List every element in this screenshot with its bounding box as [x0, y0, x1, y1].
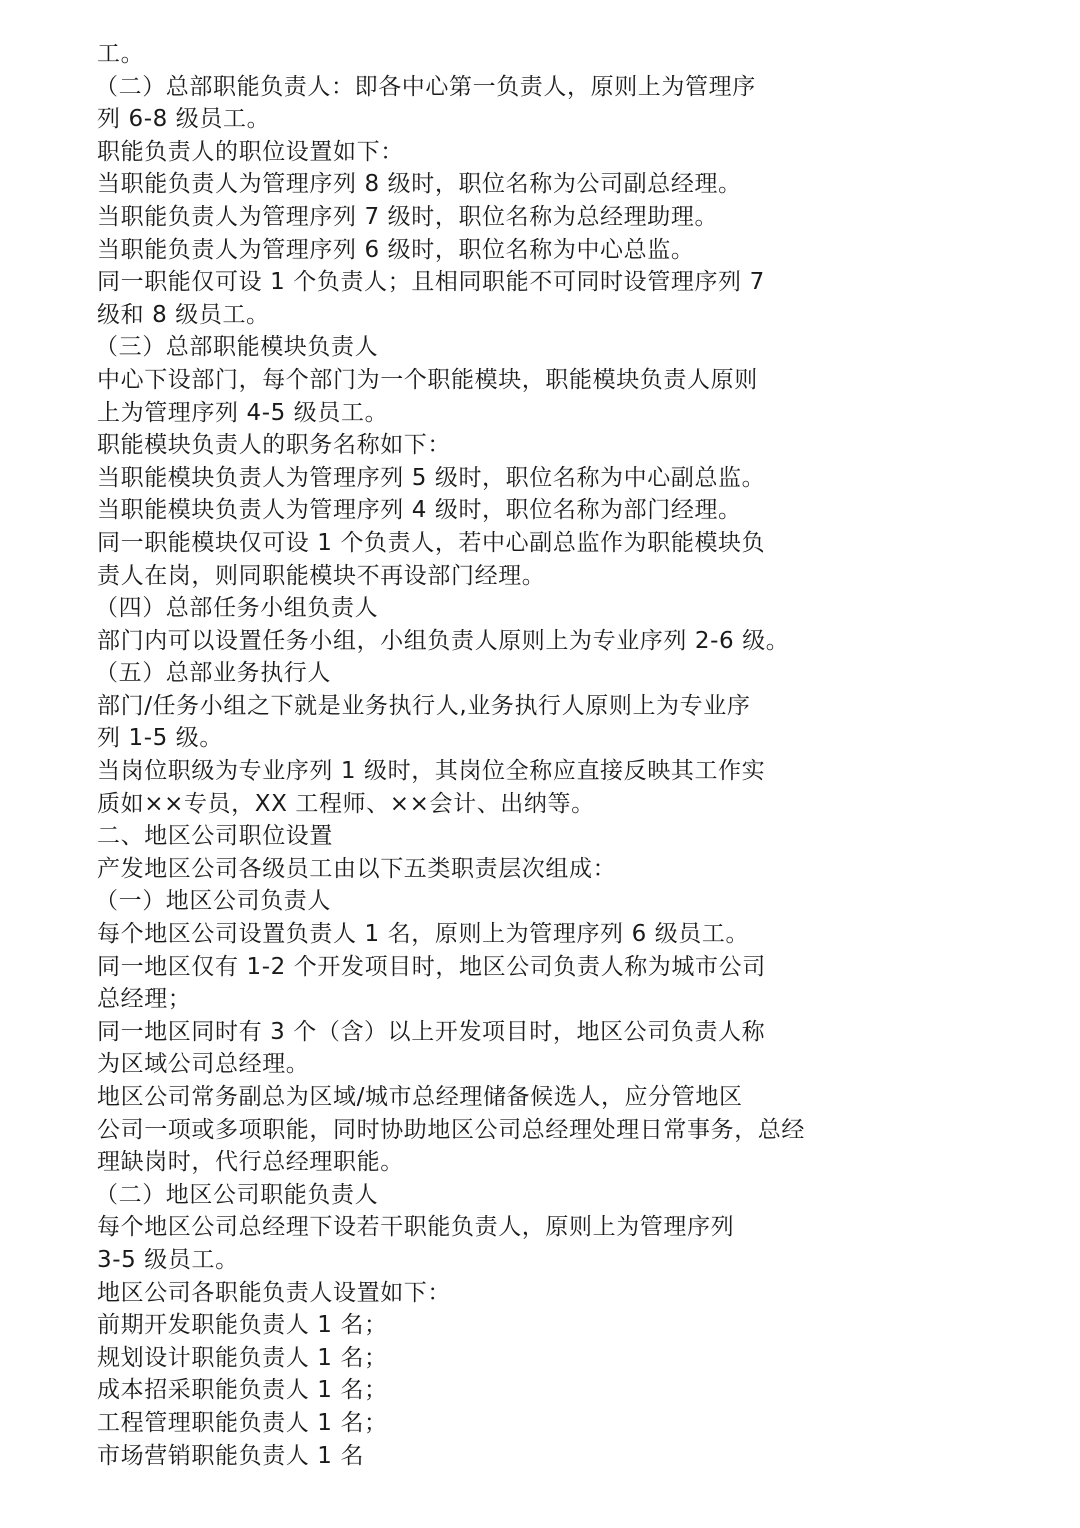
- text-line: 3-5 级员工。: [97, 1246, 239, 1273]
- text-line: 同一职能仅可设 1 个负责人；且相同职能不可同时设管理序列 7: [97, 269, 765, 296]
- text-line: （五）总部业务执行人: [95, 660, 331, 687]
- text-line: 同一地区仅有 1-2 个开发项目时，地区公司负责人称为城市公司: [97, 953, 766, 980]
- text-line: 总经理；: [97, 986, 192, 1013]
- text-line: 同一地区同时有 3 个（含）以上开发项目时，地区公司负责人称: [97, 1018, 766, 1045]
- text-line: 每个地区公司设置负责人 1 名，原则上为管理序列 6 级员工。: [97, 921, 750, 948]
- text-line: 理缺岗时，代行总经理职能。: [97, 1149, 404, 1176]
- text-line: 列 1-5 级。: [97, 725, 223, 752]
- text-line: 部门内可以设置任务小组，小组负责人原则上为专业序列 2-6 级。: [97, 627, 790, 654]
- text-line: 当职能模块负责人为管理序列 5 级时，职位名称为中心副总监。: [97, 464, 766, 491]
- text-line: （一）地区公司负责人: [95, 888, 331, 915]
- text-line: 当职能模块负责人为管理序列 4 级时，职位名称为部门经理。: [97, 497, 742, 524]
- text-line: 当职能负责人为管理序列 8 级时，职位名称为公司副总经理。: [97, 171, 742, 198]
- text-line: 成本招采职能负责人 1 名；: [97, 1377, 388, 1404]
- text-line: 责人在岗，则同职能模块不再设部门经理。: [97, 562, 546, 589]
- text-line: 公司一项或多项职能，同时协助地区公司总经理处理日常事务，总经: [97, 1116, 805, 1143]
- text-line: 每个地区公司总经理下设若干职能负责人，原则上为管理序列: [97, 1214, 735, 1241]
- text-line: 工程管理职能负责人 1 名；: [97, 1409, 388, 1436]
- text-line: 列 6-8 级员工。: [97, 106, 271, 133]
- text-line: 规划设计职能负责人 1 名；: [97, 1344, 388, 1371]
- text-line: 上为管理序列 4-5 级员工。: [97, 399, 389, 426]
- text-line: （二）地区公司职能负责人: [95, 1181, 379, 1208]
- text-line: 当职能负责人为管理序列 7 级时，职位名称为总经理助理。: [97, 203, 719, 230]
- text-line: 市场营销职能负责人 1 名: [97, 1442, 365, 1469]
- text-line: （四）总部任务小组负责人: [95, 595, 379, 622]
- text-line: 二、地区公司职位设置: [97, 823, 333, 850]
- text-line: （三）总部职能模块负责人: [95, 334, 379, 361]
- text-line: 职能负责人的职位设置如下：: [97, 138, 404, 165]
- text-line: 质如××专员，XX 工程师、××会计、出纳等。: [97, 790, 595, 817]
- text-line: 产发地区公司各级员工由以下五类职责层次组成：: [97, 855, 617, 882]
- text-line: 地区公司各职能负责人设置如下：: [97, 1279, 451, 1306]
- text-line: 职能模块负责人的职务名称如下：: [97, 432, 451, 459]
- text-line: 当职能负责人为管理序列 6 级时，职位名称为中心总监。: [97, 236, 695, 263]
- text-line: （二）总部职能负责人：即各中心第一负责人，原则上为管理序: [95, 73, 756, 100]
- text-line: 中心下设部门，每个部门为一个职能模块，职能模块负责人原则: [97, 366, 758, 393]
- text-line: 当岗位职级为专业序列 1 级时，其岗位全称应直接反映其工作实: [97, 758, 766, 785]
- text-line: 工。: [97, 41, 145, 67]
- text-line: 级和 8 级员工。: [97, 301, 270, 328]
- text-line: 前期开发职能负责人 1 名；: [97, 1312, 388, 1339]
- text-line: 部门/任务小组之下就是业务执行人,业务执行人原则上为专业序: [97, 692, 751, 719]
- document-body: [97, 38, 1057, 1472]
- text-line: 为区域公司总经理。: [97, 1051, 310, 1078]
- text-line: 同一职能模块仅可设 1 个负责人，若中心副总监作为职能模块负: [97, 529, 766, 556]
- text-line: 地区公司常务副总为区域/城市总经理储备候选人，应分管地区: [97, 1084, 743, 1110]
